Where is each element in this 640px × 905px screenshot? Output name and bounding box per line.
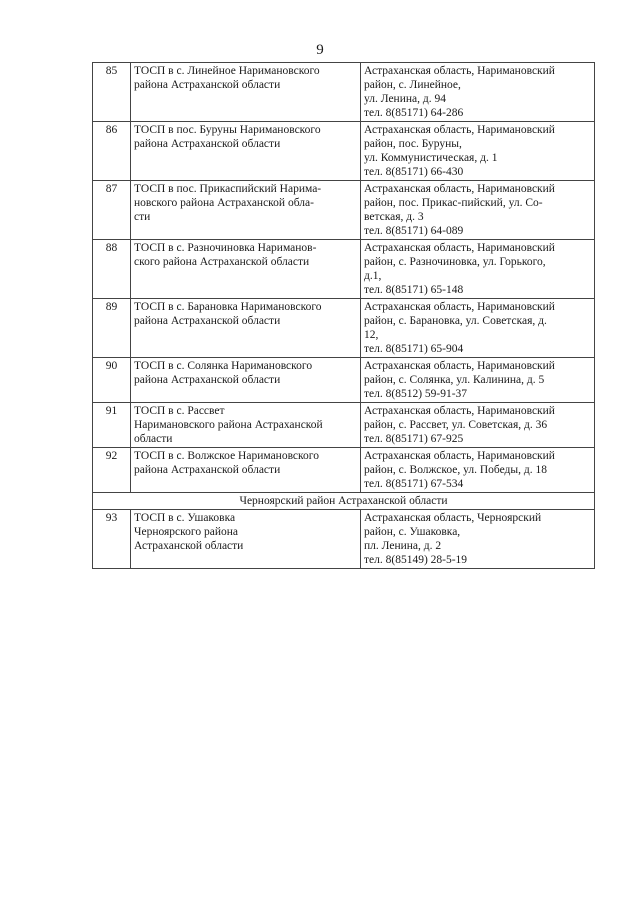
table-row [93,181,595,240]
office-address-cell [361,448,595,493]
table-row [93,448,595,493]
office-address-cell [361,299,595,358]
office-address-line: Астраханская область, Черноярский [364,512,542,524]
office-address-line: Астраханская область, Наримановский [364,242,555,254]
office-address-line: район, с. Рассвет, ул. Советская, д. 36 [364,419,548,431]
row-number: 91 [93,403,131,448]
office-name-line: новского района Астраханской обла- [134,197,314,209]
office-address-cell [361,358,595,403]
page-number: 9 [316,42,324,58]
office-name-line: Астраханской области [134,540,244,552]
office-name-line: ского района Астраханской области [134,256,310,268]
office-address-cell [361,122,595,181]
office-address-line: Астраханская область, Наримановский [364,301,555,313]
office-name-cell [131,448,361,493]
row-number: 90 [93,358,131,403]
office-address-line: район, пос. Прикас-пийский, ул. Со- [364,197,543,209]
row-number: 85 [93,63,131,122]
office-address-line: тел. 8(85171) 64-089 [364,225,464,237]
office-address-line: тел. 8(85171) 67-534 [364,478,464,490]
row-number: 93 [93,510,131,569]
office-name-line: Наримановского района Астраханской [134,419,323,431]
office-address-line: ул. Коммунистическая, д. 1 [364,152,498,164]
office-address-line: ветская, д. 3 [364,211,424,223]
office-name-line: области [134,433,173,445]
office-address-cell [361,240,595,299]
office-address-line: район, с. Солянка, ул. Калинина, д. 5 [364,374,545,386]
offices-table [92,62,595,569]
office-address-line: тел. 8(85171) 67-925 [364,433,464,445]
office-address-cell [361,63,595,122]
row-number: 88 [93,240,131,299]
office-name-cell [131,403,361,448]
office-address-line: тел. 8(85171) 64-286 [364,107,464,119]
section-row [93,493,595,510]
office-name-line: ТОСП в с. Солянка Наримановского [134,360,313,372]
row-number: 87 [93,181,131,240]
office-address-line: тел. 8(8512) 59-91-37 [364,388,468,400]
office-name-cell [131,122,361,181]
office-name-line: ТОСП в с. Разночиновка Нариманов- [134,242,317,254]
office-address-line: Астраханская область, Наримановский [364,450,555,462]
office-address-line: район, с. Волжское, ул. Победы, д. 18 [364,464,547,476]
office-address-cell [361,181,595,240]
office-address-line: ул. Ленина, д. 94 [364,93,446,105]
table-row [93,63,595,122]
office-name-cell [131,63,361,122]
office-name-cell [131,358,361,403]
office-name-cell [131,299,361,358]
office-name-line: сти [134,211,151,223]
office-name-cell [131,240,361,299]
office-address-line: район, с. Разночиновка, ул. Горького, [364,256,546,268]
office-address-line: тел. 8(85149) 28-5-19 [364,554,468,566]
office-address-line: район, пос. Буруны, [364,138,462,150]
table-row [93,240,595,299]
office-address-line: д.1, [364,270,382,282]
office-name-line: Черноярского района [134,526,238,538]
office-name-line: ТОСП в с. Барановка Наримановского [134,301,322,313]
office-name-line: района Астраханской области [134,315,281,327]
office-address-line: Астраханская область, Наримановский [364,183,555,195]
office-name-line: района Астраханской области [134,374,281,386]
table-row [93,299,595,358]
offices-table-body [93,63,595,569]
office-address-line: Астраханская область, Наримановский [364,65,555,77]
office-name-line: ТОСП в с. Волжское Наримановского [134,450,319,462]
office-name-line: района Астраханской области [134,79,281,91]
office-address-cell [361,510,595,569]
office-address-line: Астраханская область, Наримановский [364,405,555,417]
office-address-line: район, с. Линейное, [364,79,461,91]
office-address-line: район, с. Ушаковка, [364,526,461,538]
office-address-line: тел. 8(85171) 65-148 [364,284,464,296]
section-heading: Черноярский район Астраханской области [93,493,595,510]
office-address-line: 12, [364,329,379,341]
office-name-line: ТОСП в с. Линейное Наримановского [134,65,320,77]
row-number: 86 [93,122,131,181]
office-name-line: ТОСП в пос. Буруны Наримановского [134,124,321,136]
office-name-line: района Астраханской области [134,464,281,476]
office-name-line: ТОСП в пос. Прикаспийский Нарима- [134,183,322,195]
office-name-line: района Астраханской области [134,138,281,150]
table-row [93,403,595,448]
office-address-line: тел. 8(85171) 65-904 [364,343,464,355]
office-address-line: район, с. Барановка, ул. Советская, д. [364,315,547,327]
office-address-line: Астраханская область, Наримановский [364,360,555,372]
office-address-line: тел. 8(85171) 66-430 [364,166,464,178]
office-name-cell [131,181,361,240]
table-row [93,358,595,403]
row-number: 89 [93,299,131,358]
table-row [93,510,595,569]
office-address-cell [361,403,595,448]
office-name-line: ТОСП в с. Рассвет [134,405,225,417]
office-address-line: Астраханская область, Наримановский [364,124,555,136]
table-row [93,122,595,181]
row-number: 92 [93,448,131,493]
office-address-line: пл. Ленина, д. 2 [364,540,442,552]
office-name-cell [131,510,361,569]
office-name-line: ТОСП в с. Ушаковка [134,512,236,524]
